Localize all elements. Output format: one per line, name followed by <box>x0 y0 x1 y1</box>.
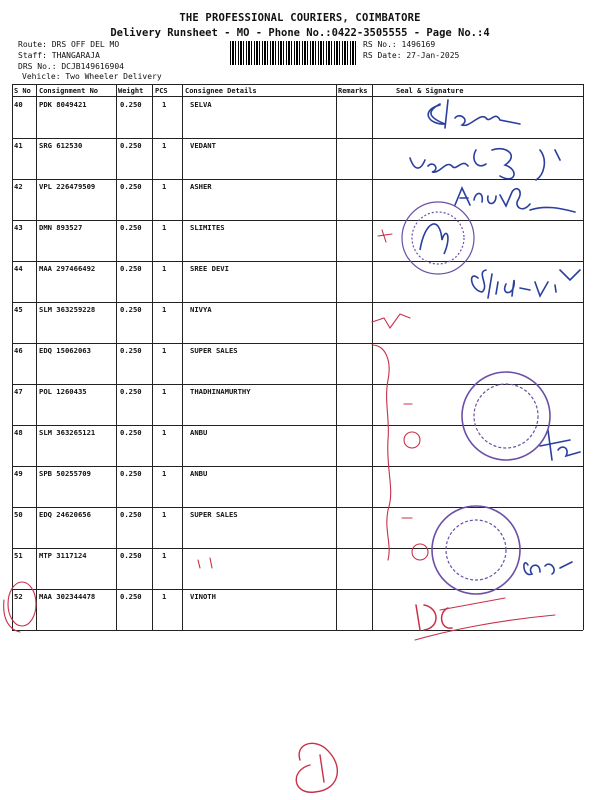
row-consignee: ANBU <box>190 469 208 478</box>
signature-vedant <box>410 149 560 180</box>
company-title: THE PROFESSIONAL COURIERS, COIMBATORE <box>179 12 421 24</box>
row-sno: 40 <box>14 100 23 109</box>
round-stamp-47 <box>462 372 550 460</box>
row-sno: 51 <box>14 551 23 560</box>
row-divider <box>12 179 583 180</box>
row-consignee: SREE DEVI <box>190 264 229 273</box>
row-sno: 50 <box>14 510 23 519</box>
row-consignee: NIVYA <box>190 305 212 314</box>
column-divider <box>583 84 584 630</box>
row-divider <box>12 589 583 590</box>
table-top-border <box>12 84 583 85</box>
rs-number: RS No.: 1496169 <box>363 40 436 49</box>
row-sno: 49 <box>14 469 23 478</box>
round-stamp-43 <box>402 202 474 274</box>
signature-asher <box>455 188 575 212</box>
row-sno: 48 <box>14 428 23 437</box>
row-weight: 0.250 <box>120 592 142 601</box>
row-weight: 0.250 <box>120 387 142 396</box>
vehicle-label: Vehicle: Two Wheeler Delivery <box>22 72 162 81</box>
row-sno: 46 <box>14 346 23 355</box>
row-consignment-no: SRG 612530 <box>39 141 83 150</box>
row-pcs: 1 <box>162 182 167 191</box>
row-consignment-no: SPB 50255709 <box>39 469 91 478</box>
column-divider <box>12 84 13 630</box>
row-pcs: 1 <box>162 264 167 273</box>
row-divider <box>12 507 583 508</box>
col-header-sno: S No <box>14 87 31 95</box>
row-consignment-no: MAA 302344478 <box>39 592 96 601</box>
row-consignee: ANBU <box>190 428 208 437</box>
row-consignment-no: EDQ 24620656 <box>39 510 91 519</box>
signatures <box>410 100 580 574</box>
row-consignee: VINOTH <box>190 592 216 601</box>
row-weight: 0.250 <box>120 223 142 232</box>
row-sno: 45 <box>14 305 23 314</box>
route-label: Route: DRS OFF DEL MO <box>18 40 120 49</box>
row-consignment-no: POL 1260435 <box>39 387 87 396</box>
row-pcs: 1 <box>162 551 167 560</box>
row-sno: 42 <box>14 182 23 191</box>
row-weight: 0.250 <box>120 346 142 355</box>
drs-number: DRS No.: DCJB149616904 <box>18 62 124 71</box>
row-pcs: 1 <box>162 387 167 396</box>
col-header-pcs: PCS <box>155 87 168 95</box>
row-weight: 0.250 <box>120 428 142 437</box>
row-consignee: THADHINAMURTHY <box>190 387 251 396</box>
row-pcs: 1 <box>162 223 167 232</box>
signature-sree-devi <box>472 270 580 298</box>
row-divider <box>12 261 583 262</box>
row-consignee: ASHER <box>190 182 212 191</box>
red-bracket <box>372 345 391 560</box>
row-consignment-no: SLM 363265121 <box>39 428 96 437</box>
row-pcs: 1 <box>162 469 167 478</box>
row-divider <box>12 220 583 221</box>
signature-selva <box>428 100 520 128</box>
red-handwriting-dc <box>416 605 452 630</box>
row-sno: 44 <box>14 264 23 273</box>
col-header-consignee: Consignee Details <box>185 87 257 95</box>
row-sno: 43 <box>14 223 23 232</box>
red-circle-1 <box>296 743 337 792</box>
column-divider <box>182 84 183 630</box>
row-weight: 0.250 <box>120 305 142 314</box>
row-consignment-no: MAA 297466492 <box>39 264 96 273</box>
row-weight: 0.250 <box>120 510 142 519</box>
row-weight: 0.250 <box>120 264 142 273</box>
row-weight: 0.250 <box>120 100 142 109</box>
row-divider <box>12 384 583 385</box>
column-divider <box>372 84 373 630</box>
row-pcs: 1 <box>162 510 167 519</box>
column-divider <box>116 84 117 630</box>
barcode-image <box>230 41 358 65</box>
table-bottom-border <box>12 630 583 631</box>
row-divider <box>12 302 583 303</box>
row-pcs: 1 <box>162 100 167 109</box>
col-header-remarks: Remarks <box>338 87 368 95</box>
row-sno: 52 <box>14 592 23 601</box>
col-header-weight: Weight <box>118 87 144 95</box>
row-pcs: 1 <box>162 141 167 150</box>
row-divider <box>12 466 583 467</box>
signature-row-51 <box>524 562 572 574</box>
row-weight: 0.250 <box>120 182 142 191</box>
row-consignee: SLIMITES <box>190 223 225 232</box>
row-weight: 0.250 <box>120 551 142 560</box>
header-divider <box>12 96 583 97</box>
runsheet-subtitle: Delivery Runsheet - MO - Phone No.:0422-3505555 - Page No.:4 <box>110 27 490 39</box>
row-divider <box>12 548 583 549</box>
row-sno: 41 <box>14 141 23 150</box>
row-pcs: 1 <box>162 428 167 437</box>
round-stamp-50 <box>432 506 520 594</box>
row-divider <box>12 425 583 426</box>
row-consignment-no: SLM 363259228 <box>39 305 96 314</box>
row-consignee: SUPER SALES <box>190 346 238 355</box>
row-sno: 47 <box>14 387 23 396</box>
row-consignment-no: MTP 3117124 <box>39 551 87 560</box>
col-header-signature: Seal & Signature <box>396 87 464 95</box>
row-consignment-no: PDK 8049421 <box>39 100 87 109</box>
rs-date: RS Date: 27-Jan-2025 <box>363 51 460 60</box>
row-weight: 0.250 <box>120 141 142 150</box>
row-consignee: SELVA <box>190 100 212 109</box>
signature-row-48 <box>540 430 580 460</box>
col-header-consignment: Consignment No <box>39 87 99 95</box>
column-divider <box>336 84 337 630</box>
row-weight: 0.250 <box>120 469 142 478</box>
row-divider <box>12 343 583 344</box>
column-divider <box>36 84 37 630</box>
row-consignee: VEDANT <box>190 141 216 150</box>
staff-label: Staff: THANGARAJA <box>18 51 100 60</box>
column-divider <box>152 84 153 630</box>
row-consignment-no: EDQ 15062063 <box>39 346 91 355</box>
row-consignee: SUPER SALES <box>190 510 238 519</box>
row-pcs: 1 <box>162 592 167 601</box>
row-consignment-no: DMN 893527 <box>39 223 83 232</box>
row-divider <box>12 138 583 139</box>
row-consignment-no: VPL 226479509 <box>39 182 96 191</box>
row-pcs: 1 <box>162 305 167 314</box>
row-pcs: 1 <box>162 346 167 355</box>
